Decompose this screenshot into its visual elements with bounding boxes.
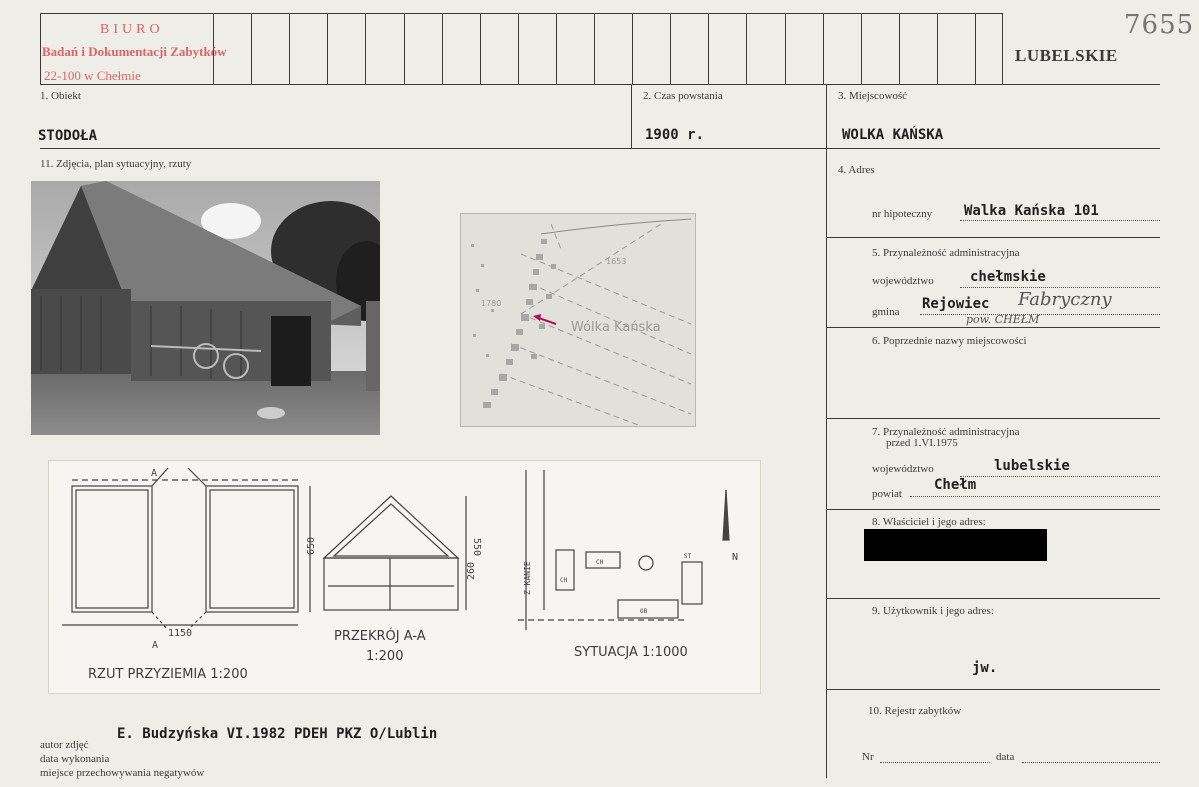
przekroj-caption: PRZEKRÓJ A-A — [334, 629, 426, 644]
dim-width: 1150 — [168, 628, 193, 639]
miejsce-label: miejsce przechowywania negatywów — [40, 767, 205, 779]
wlasciciel-label: 8. Właściciel i jego adres: — [872, 516, 986, 528]
obiekt-value: STODOŁA — [38, 128, 98, 144]
dim-height-total: 550 — [471, 538, 482, 557]
hipoteczny-value: Walka Kańska 101 — [964, 203, 1099, 219]
map-number-a: 1653 — [606, 257, 627, 266]
miejscowosc-label: 3. Miejscowość — [838, 90, 908, 102]
bldg-ob: OB — [640, 608, 648, 615]
gmina-line — [920, 314, 1160, 315]
site-building-ob — [618, 600, 678, 618]
section-walls — [324, 558, 458, 610]
zdjecia-label: 11. Zdjęcia, plan sytuacyjny, rzuty — [40, 158, 192, 170]
header-left-border — [40, 13, 41, 84]
stamp-line3: 22-100 w Chełmie — [44, 68, 141, 83]
drawings-svg — [48, 460, 759, 692]
section9-bottom — [826, 689, 1160, 690]
section4-bottom — [826, 237, 1160, 238]
poprzednie-label: 6. Poprzednie nazwy miejscowości — [872, 335, 1027, 347]
floor-plan-left-room — [72, 486, 152, 612]
site-tree — [639, 556, 653, 570]
przyn-old-label1: 7. Przynależność administracyjna — [872, 426, 1020, 438]
data-line — [1022, 762, 1160, 763]
bldg-st: ST — [684, 553, 692, 560]
powiat-value: Chełm — [934, 477, 977, 493]
header-box-divider — [708, 13, 709, 84]
autor-label: autor zdjęć — [40, 739, 89, 751]
site-building-st — [682, 562, 702, 604]
header-box-divider — [632, 13, 633, 84]
location-map — [460, 213, 696, 427]
road-label: Z KANIE — [523, 561, 532, 595]
nr-label: Nr — [862, 751, 874, 763]
czas-value: 1900 r. — [645, 127, 705, 143]
section-mark-top: A — [151, 468, 158, 479]
stamp-line2: Badań i Dokumentacji Zabytków — [42, 44, 227, 59]
wojewodztwo-label: województwo — [872, 275, 934, 287]
woj-old-value: lubelskie — [994, 458, 1070, 474]
barn-photo-image — [31, 181, 380, 435]
floor-plan-right-room — [206, 486, 298, 612]
site-building-ch1 — [556, 550, 574, 590]
top-border — [40, 13, 1160, 14]
header-box-divider — [975, 13, 976, 84]
przyn-label: 5. Przynależność administracyjna — [872, 247, 1020, 259]
header-box-divider — [785, 13, 786, 84]
dim-depth: 650 — [306, 536, 317, 555]
bldg-ch2: CH — [596, 559, 604, 566]
woj-old-line — [960, 476, 1160, 477]
czas-label: 2. Czas powstania — [643, 90, 723, 102]
wojewodztwo-line — [960, 287, 1160, 288]
przekroj-scale: 1:200 — [366, 649, 404, 664]
location-map-image — [461, 214, 695, 426]
region-title: LUBELSKIE — [1015, 46, 1118, 65]
header-box-divider — [327, 13, 328, 84]
header-box-divider — [861, 13, 862, 84]
catalog-number: 7655 — [1124, 10, 1195, 40]
header-box-divider — [746, 13, 747, 84]
header-box-divider — [365, 13, 366, 84]
powiat-label: powiat — [872, 488, 902, 500]
header-box-divider — [670, 13, 671, 84]
section-roof — [324, 496, 458, 558]
rzut-caption: RZUT PRZYZIEMIA 1:200 — [88, 667, 248, 682]
map-place-name: Wólka Kańska — [571, 320, 661, 335]
bldg-ch1: CH — [560, 577, 568, 584]
data-label: data — [996, 751, 1015, 763]
sytuacja-caption: SYTUACJA 1:1000 — [574, 645, 688, 660]
header-box-divider — [480, 13, 481, 84]
row1-bottom — [40, 148, 1160, 149]
header-box-divider — [442, 13, 443, 84]
header-box-divider — [899, 13, 900, 84]
header-box-divider — [289, 13, 290, 84]
header-box-divider — [594, 13, 595, 84]
hipoteczny-label: nr hipoteczny — [872, 208, 933, 220]
credit-value: E. Budzyńska VI.1982 PDEH PKZ O/Lublin — [117, 726, 438, 742]
gmina-label: gmina — [872, 306, 900, 318]
rejestr-label: 10. Rejestr zabytków — [868, 705, 962, 717]
right-panel-divider — [826, 148, 827, 778]
row1-divider-b — [826, 84, 827, 148]
miejscowosc-value: WOLKA KAŃSKA — [842, 127, 944, 143]
stamp-line1: BIURO — [100, 22, 164, 37]
nr-line — [880, 762, 990, 763]
adres-label: 4. Adres — [838, 164, 875, 176]
gmina-handwritten-2: pow. CHEŁM — [966, 313, 1040, 326]
obiekt-label: 1. Obiekt — [40, 90, 81, 102]
section6-bottom — [826, 418, 1160, 419]
gmina-handwritten-1: Fabryczny — [1018, 289, 1112, 310]
header-box-divider — [404, 13, 405, 84]
woj-old-label: województwo — [872, 463, 934, 475]
section7-bottom — [826, 509, 1160, 510]
uzytkownik-label: 9. Użytkownik i jego adres: — [872, 605, 994, 617]
section5-bottom — [826, 327, 1160, 328]
data-wykonania-label: data wykonania — [40, 753, 110, 765]
header-bottom-border — [40, 84, 1160, 85]
header-box-divider — [518, 13, 519, 84]
uzytkownik-value: jw. — [972, 660, 998, 676]
section8-bottom — [826, 598, 1160, 599]
redacted-owner — [864, 529, 1047, 561]
map-number-b: 1780 — [481, 299, 502, 308]
header-box-divider — [251, 13, 252, 84]
gmina-value: Rejowiec — [922, 296, 990, 312]
wojewodztwo-value: chełmskie — [970, 269, 1046, 285]
north-label: N — [732, 552, 739, 563]
dim-height-wall: 260 — [466, 561, 477, 580]
hipoteczny-line — [960, 220, 1160, 221]
header-box-divider — [823, 13, 824, 84]
section-mark-bottom: A — [152, 640, 159, 651]
header-box-divider — [556, 13, 557, 84]
row1-divider-a — [631, 84, 632, 148]
header-box-divider — [937, 13, 938, 84]
powiat-line — [910, 496, 1160, 497]
przyn-old-label2: przed 1.VI.1975 — [886, 437, 958, 449]
barn-photo — [31, 181, 380, 435]
